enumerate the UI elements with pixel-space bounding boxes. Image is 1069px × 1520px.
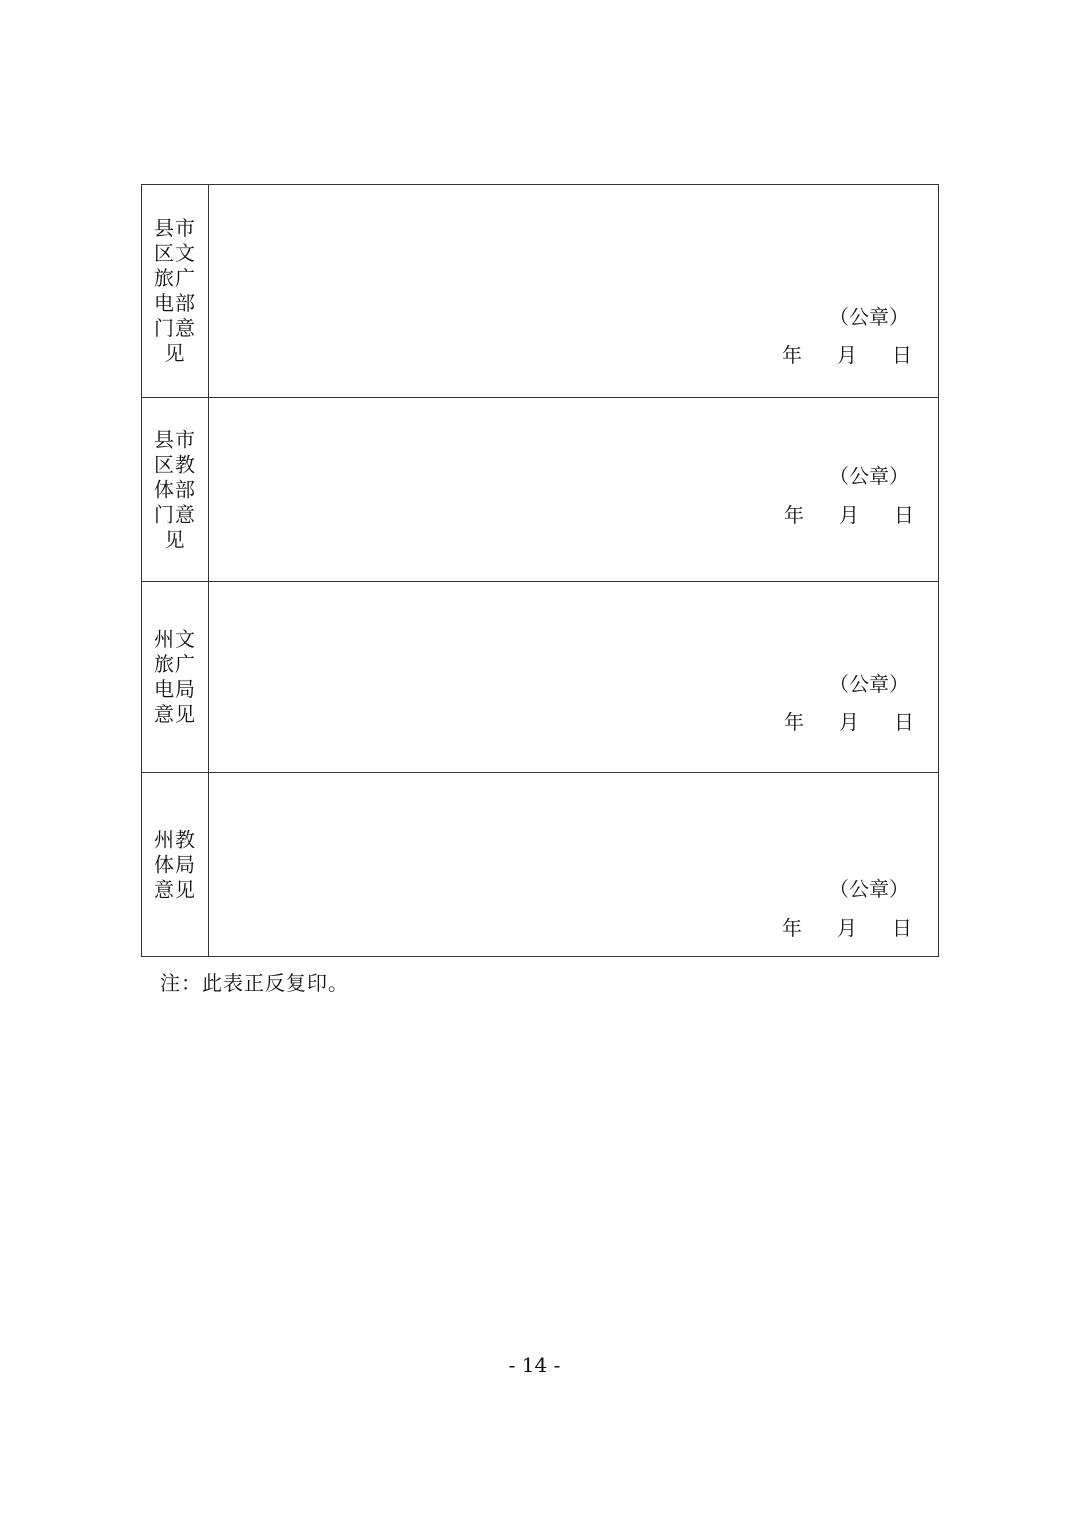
opinion-field[interactable] — [209, 773, 939, 957]
opinion-field[interactable] — [209, 398, 939, 582]
row-label-cell — [142, 185, 209, 398]
row-label: 州文旅广电局意见 — [154, 627, 196, 726]
row-label: 县市区教体部门意见 — [154, 427, 196, 551]
approval-form-table — [141, 184, 939, 957]
month-label: 月 — [837, 343, 857, 367]
opinion-field[interactable] — [209, 185, 939, 398]
table-row — [142, 582, 939, 773]
table-row — [142, 398, 939, 582]
row-label: 县市区文旅广电部门意见 — [154, 216, 196, 365]
opinion-field[interactable] — [209, 582, 939, 773]
year-label: 年 — [782, 916, 802, 940]
table-row — [142, 773, 939, 957]
row-label-cell — [142, 773, 209, 957]
day-label: 日 — [892, 343, 912, 367]
month-label: 月 — [839, 710, 859, 734]
day-label: 日 — [892, 916, 912, 940]
seal-label: （公章） — [829, 305, 909, 329]
month-label: 月 — [837, 916, 857, 940]
day-label: 日 — [894, 710, 914, 734]
seal-label: （公章） — [829, 672, 909, 696]
seal-label: （公章） — [829, 464, 909, 488]
seal-label: （公章） — [829, 877, 909, 901]
year-label: 年 — [784, 503, 804, 527]
row-label-cell — [142, 582, 209, 773]
row-label-cell — [142, 398, 209, 582]
day-label: 日 — [894, 503, 914, 527]
footnote: 注：此表正反复印。 — [160, 971, 349, 995]
month-label: 月 — [839, 503, 859, 527]
row-label: 州教体局意见 — [154, 827, 196, 901]
table-row — [142, 185, 939, 398]
year-label: 年 — [784, 710, 804, 734]
page-number: - 14 - — [508, 1353, 561, 1377]
year-label: 年 — [782, 343, 802, 367]
